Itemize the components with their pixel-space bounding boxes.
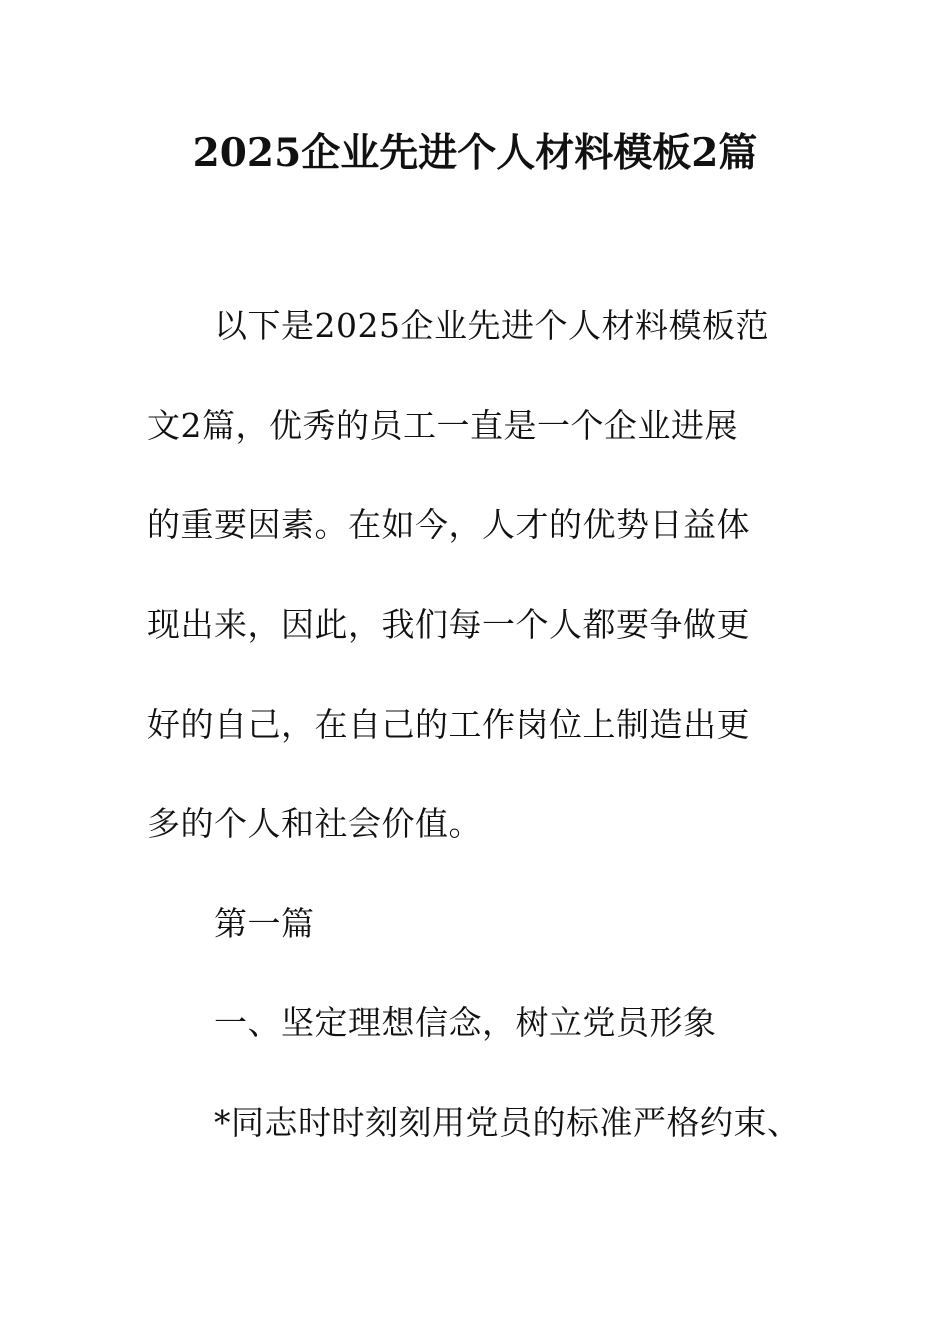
intro-line-4: 现出来，因此，我们每一个人都要争做更 xyxy=(147,605,750,644)
intro-line-2: 文2篇，优秀的员工一直是一个企业进展 xyxy=(147,406,738,445)
intro-line-3: 的重要因素。在如今，人才的优势日益体 xyxy=(147,505,750,544)
intro-line-1: 以下是2025企业先进个人材料模板范 xyxy=(214,306,769,345)
intro-line-5: 好的自己，在自己的工作岗位上制造出更 xyxy=(147,705,750,744)
intro-line-6: 多的个人和社会价值。 xyxy=(147,804,482,843)
section-heading: 一、坚定理想信念，树立党员形象 xyxy=(214,1003,717,1042)
document-title: 2025企业先进个人材料模板2篇 xyxy=(192,130,758,176)
section-label: 第一篇 xyxy=(214,904,315,943)
body-line: *同志时时刻刻用党员的标准严格约束、 xyxy=(214,1103,801,1142)
